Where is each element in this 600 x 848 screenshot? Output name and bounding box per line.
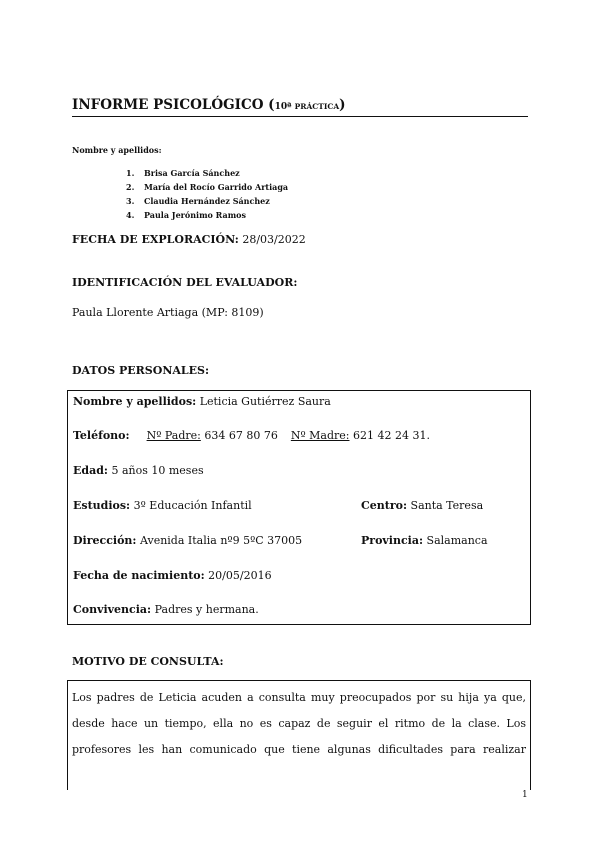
phone-row: Teléfono: Nº Padre: 634 67 80 76 Nº Madre: 621 42 24 31. <box>73 429 430 442</box>
province-row: Provincia: Salamanca <box>361 534 488 547</box>
author-item: 2. María del Rocío Garrido Artiaga <box>126 182 289 192</box>
title-number: 10ª <box>274 102 295 112</box>
living-row: Convivencia: Padres y hermana. <box>73 603 259 616</box>
exploration-date: FECHA DE EXPLORACIÓN: 28/03/2022 <box>72 233 306 246</box>
personal-data-box <box>67 390 531 625</box>
evaluator-name: Paula Llorente Artiaga (MP: 8109) <box>72 306 264 319</box>
authors-label: Nombre y apellidos: <box>72 145 162 155</box>
consult-heading: MOTIVO DE CONSULTA: <box>72 655 224 668</box>
personal-heading: DATOS PERSONALES: <box>72 364 210 377</box>
author-item: 3. Claudia Hernández Sánchez <box>126 196 270 206</box>
title-close: ) <box>339 97 346 113</box>
evaluator-heading: IDENTIFICACIÓN DEL EVALUADOR: <box>72 276 298 289</box>
address-row: Dirección: Avenida Italia nº9 5ºC 37005 <box>73 534 303 547</box>
title-practice: PRÁCTICA <box>294 102 340 111</box>
authors-list <box>126 166 288 222</box>
title-main: INFORME PSICOLÓGICO ( <box>72 97 275 113</box>
author-item: 4. Paula Jerónimo Ramos <box>126 210 246 220</box>
consult-text: Los padres de Leticia acuden a consulta muy preocupados por su hija ya que, desde hace un tiempo, ella no es capaz de seguir el ritmo de la clase. Los profesores les han comunicado que tiene algunas dificultades para realizar <box>72 691 526 756</box>
page-number: 1 <box>522 790 528 800</box>
patient-name-row: Nombre y apellidos: Leticia Gutiérrez Saura <box>73 395 331 408</box>
studies-row: Estudios: 3º Educación Infantil <box>73 499 252 512</box>
center-row: Centro: Santa Teresa <box>361 499 484 512</box>
author-item: 1. Brisa García Sánchez <box>126 168 240 178</box>
age-row: Edad: 5 años 10 meses <box>73 464 204 477</box>
birth-date-row: Fecha de nacimiento: 20/05/2016 <box>73 569 272 582</box>
report-title <box>72 97 528 117</box>
consult-box <box>67 680 531 790</box>
